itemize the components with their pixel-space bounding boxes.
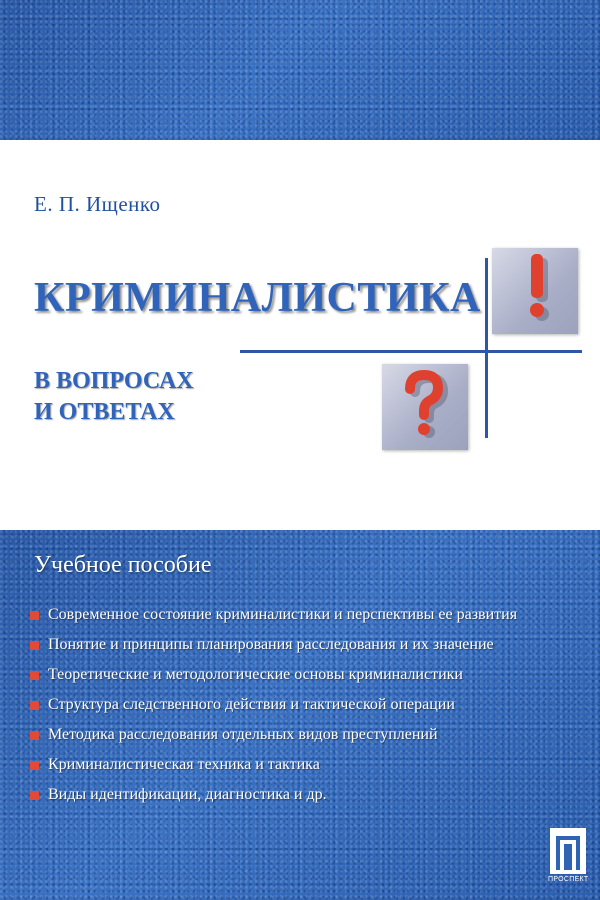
horizontal-divider xyxy=(240,350,582,353)
bullet-square-icon xyxy=(30,701,39,710)
topics-list xyxy=(30,600,590,810)
question-box xyxy=(382,364,468,450)
list-item xyxy=(30,720,590,750)
bullet-square-icon xyxy=(30,731,39,740)
topic-text: Виды идентификации, диагностика и др. xyxy=(48,786,327,803)
list-item xyxy=(30,600,590,630)
list-item xyxy=(30,630,590,660)
exclamation-box xyxy=(492,248,578,334)
bullet-square-icon xyxy=(30,761,39,770)
exclamation-icon xyxy=(492,248,578,334)
list-item xyxy=(30,780,590,810)
topic-text: Современное состояние криминалистики и перспективы ее развития xyxy=(48,606,518,623)
question-icon xyxy=(382,364,468,450)
topic-text: Понятие и принципы планирования расследования и их значение xyxy=(48,636,494,653)
book-subtitle xyxy=(34,366,194,428)
bullet-square-icon xyxy=(30,611,39,620)
topic-text: Криминалистическая техника и тактика xyxy=(48,756,320,773)
list-item xyxy=(30,750,590,780)
topic-text: Теоретические и методологические основы криминалистики xyxy=(48,666,463,683)
subtitle-line-1: В ВОПРОСАХ xyxy=(34,368,194,394)
list-item xyxy=(30,660,590,690)
subtitle-line-2: И ОТВЕТАХ xyxy=(34,399,175,425)
bullet-square-icon xyxy=(30,791,39,800)
manual-type-label: Учебное пособие xyxy=(34,552,212,578)
publisher-name: ПРОСПЕКТ xyxy=(548,876,589,883)
bullet-square-icon xyxy=(30,641,39,650)
top-texture-band xyxy=(0,0,600,140)
topic-text: Методика расследования отдельных видов преступлений xyxy=(48,726,438,743)
vertical-divider xyxy=(485,258,488,438)
book-title: КРИМИНАЛИСТИКА xyxy=(34,275,481,321)
list-item xyxy=(30,690,590,720)
bullet-square-icon xyxy=(30,671,39,680)
topic-text: Структура следственного действия и тактической операции xyxy=(48,696,455,713)
author-name: Е. П. Ищенко xyxy=(34,192,161,216)
